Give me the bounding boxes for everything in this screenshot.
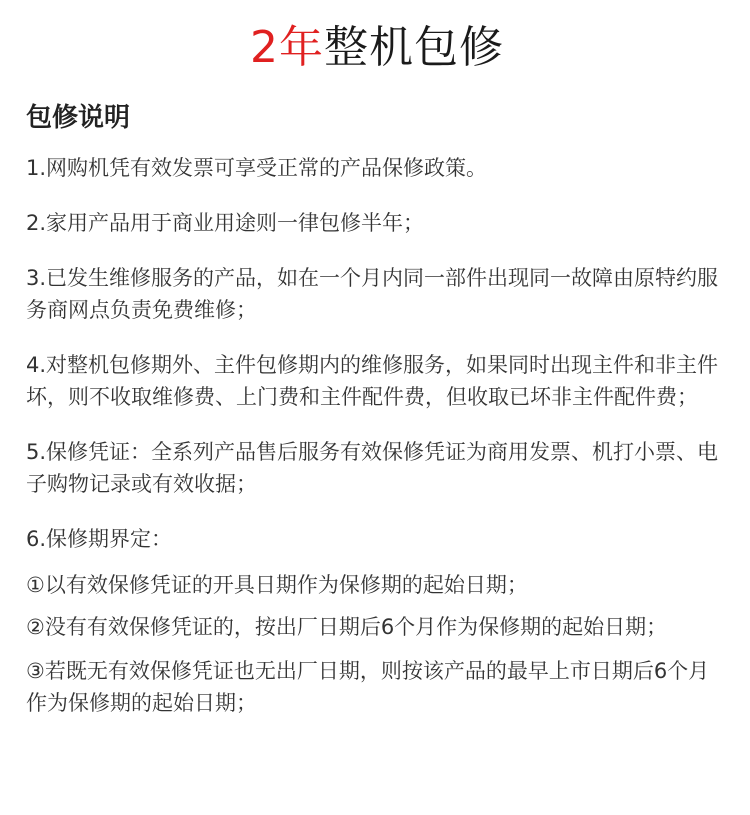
policy-item-6: 6.保修期界定： [26,527,173,551]
policy-item-2: 2.家用产品用于商业用途则一律包修半年； [26,211,425,235]
page-title [26,0,728,76]
period-rule-2: ②没有有效保修凭证的，按出厂日期后6个月作为保修期的起始日期； [26,615,668,639]
section-heading: 包修说明 [26,103,131,133]
policy-item-3: 3.已发生维修服务的产品，如在一个月内同一部件出现同一故障由原特约服务商网点负责免费维修； [26,266,719,322]
period-rule-1: ①以有效保修凭证的开具日期作为保修期的起始日期； [26,573,528,597]
policy-item-5: 5.保修凭证：全系列产品售后服务有效保修凭证为商用发票、机打小票、电子购物记录或有效收据； [26,440,719,496]
period-rule-3: ③若既无有效保修凭证也无出厂日期，则按该产品的最早上市日期后6个月作为保修期的起始日期； [26,659,710,715]
title-rest: 整机包修 [324,22,504,73]
policy-item-4: 4.对整机包修期外、主件包修期内的维修服务，如果同时出现主件和非主件坏，则不收取维修费、上门费和主件配件费，但收取已坏非主件配件费； [26,353,719,409]
policy-item-1: 1.网购机凭有效发票可享受正常的产品保修政策。 [26,156,488,180]
title-accent: 2年 [250,22,324,73]
